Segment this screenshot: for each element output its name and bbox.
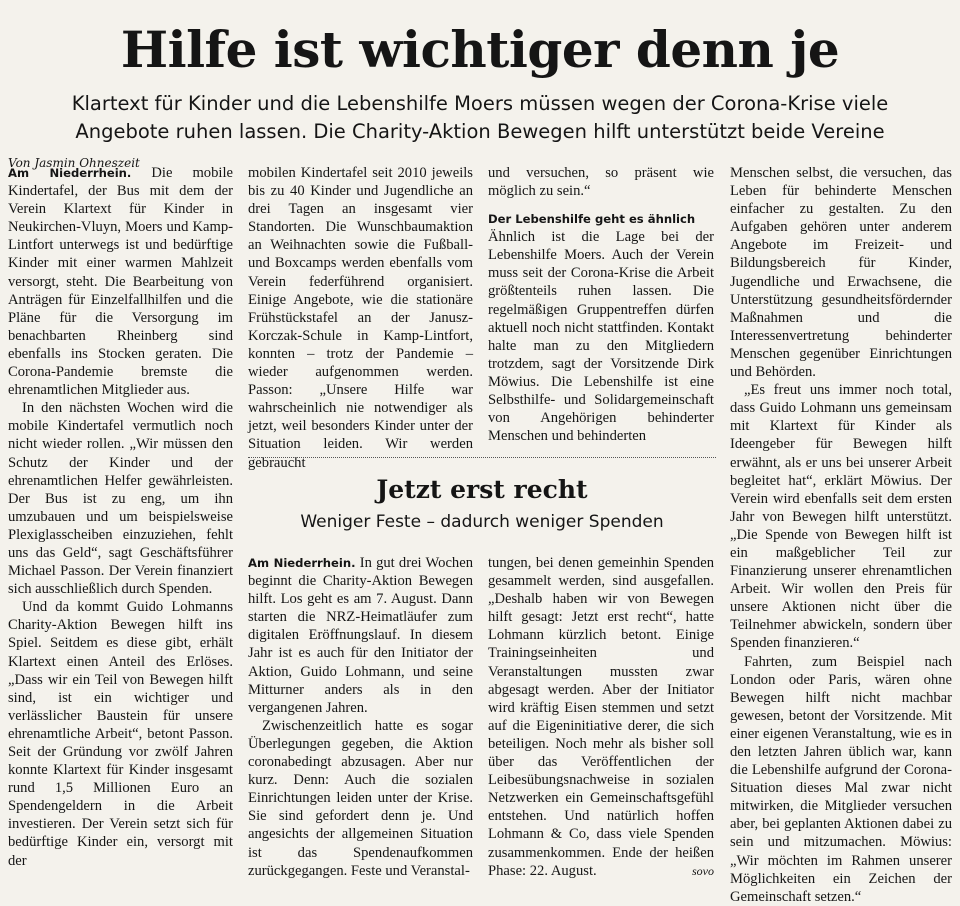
article-paragraph: Fahrten, zum Beispiel nach London oder Paris, wären ohne Bewegen hilft nicht machbar gewesen, betont der Vorsitzende. Mit einer eigenen Veranstaltung, wie es in den letzten Jahren üblich war, kann die Lebenshilfe aufgrund der Corona-Situation dieses Mal zwar nicht mitwirken, die Mitglieder versuchen aber, bei geplanten Aktionen dabei zu sein und mitzumachen. Möwius: „Wir möchten im Rahmen unserer Möglichkeiten ein Zeichen der Gemeinschaft setzen.“ [730,653,952,905]
sidebar-paragraph [488,554,714,880]
article-paragraph: Ähnlich ist die Lage bei der Lebenshilfe Moers. Auch der Verein muss seit der Corona-Krise die Arbeit größtenteils ruhen lassen. Die regelmäßigen Gruppentreffen dürfen aktuell noch nicht stattfinden. Kontakt halte man zu den Mitgliedern trotzdem, sagt der Vorsitzende Dirk Möwius. Die Lebenshilfe ist eine Selbsthilfe- und Solidargemeinschaft von Angehörigen behinderter Menschen und behinderten [488,229,714,445]
sidebar-dek: Weniger Feste – dadurch weniger Spenden [300,512,664,532]
article-column-3 [488,164,714,448]
article-paragraph: „Es freut uns immer noch total, dass Guido Lohmann uns gemeinsam mit Klartext für Kinder als Ideengeber für Bewegen hilft erwähnt, als er uns bei unserer Arbeit begleitet hat“, erklärt Möwius. Der Verein wird ebenfalls seit dem ersten Jahr von Bewegen hilft unterstützt. „Die Spende von Bewegen hilft ist ein maßgeblicher Teil zur Finanzierung unserer ehrenamtlichen Arbeit. Wir wollen den Preis für unsere Aktionen nicht über die Teilnehmer abwickeln, sondern über Spenden finanzieren.“ [730,382,952,652]
article-column-2 [248,164,473,471]
article-column-1 [8,164,233,884]
article-paragraph: In den nächsten Wochen wird die mobile Kindertafel vermutlich noch nicht wieder rollen. „Wir müssen den Schutz der Kinder und der ehrenamtlichen Helfer gewährleisten. Der Bus ist zu eng, um ihn umzubauen und um beispielsweise Plexiglasscheiben einzuziehen, fehlt uns das Geld“, sagt Geschäftsführer Michael Passon. Der Verein finanziert sich ausschließlich durch Spenden. [8,400,233,598]
paragraph-text: In gut drei Wochen beginnt die Charity-Aktion Bewegen hilft. Los geht es am 7. August. Dann starten die NRZ-Heimatläufer zum digitalen Eröffnungslauf. In diesem Jahr ist es auch für den Initiator der Aktion, Guido Lohmann, und seine Mitturner anders als in den vergangenen Jahren. [248,555,473,716]
article-paragraph: Und da kommt Guido Lohmanns Charity-Aktion Bewegen hilft ins Spiel. Seitdem es diese gibt, erhält Klartext einen Anteil des Erlöses. „Dass wir ein Teil von Bewegen hilft sind, ist ein wichtiger und verlässlicher Baustein für unsere ehrenamtliche Arbeit“, betont Passon. Seit der Gründung vor zwölf Jahren konnte Klartext für Kinder insgesamt rund 1,5 Millionen Euro an Spendengeldern in die Arbeit investieren. Der Verein setzt sich für bedürftige Kinder ein, versorgt mit der [8,599,233,869]
dateline-kicker: Am Niederrhein. [8,166,132,180]
paragraph-text: tungen, bei denen gemeinhin Spenden gesammelt werden, sind ausgefallen. „Deshalb haben wir von Bewegen hilft gesagt: Jetzt erst recht“, hatte Lohmann kürzlich betont. Einige Trainingseinheiten und Veranstaltungen mussten zwar abgesagt werden. Aber der Initiator wird kräftig Eisen stemmen und setzt auf die Eigeninitiative derer, die sich beteiligen. Noch mehr als bisher soll über das Veröffentlichen der Leibesübungsnachweise in sozialen Netzwerken ein Gemeinschaftsgefühl entstehen. Und natürlich hoffen Lohmann & Co, dass viele Spenden zusammenkommen. Ende der heißen Phase: 22. August. [488,555,714,879]
sidebar-title: Jetzt erst recht [376,475,588,504]
article-paragraph [8,164,233,399]
sidebar-column-1 [248,554,473,884]
sidebar-paragraph [248,554,473,717]
article-paragraph: mobilen Kindertafel seit 2010 jeweils bis zu 40 Kinder und Jugendliche an drei Tagen an insgesamt vier Standorten. Die Wunschbaumaktion an Weihnachten sowie die Fußball- und Boxcamps werden ebenfalls vom Verein federführend organisiert. Einige Angebote, wie die stationäre Frühstückstafel an der Janusz-Korczak-Schule in Kamp-Lintfort, konnten – trotz der Pandemie – wieder aufgenommen werden. Passon: „Unsere Hilfe war wahrscheinlich nie notwendiger als jetzt, weil besonders Kinder unter der Situation leiden. Wir werden gebraucht [248,165,473,471]
article-dek [20,90,940,146]
author-signature: sovo [692,863,714,878]
section-divider [248,457,716,458]
sidebar-paragraph: Zwischenzeitlich hatte es sogar Überlegungen gegeben, die Aktion coronabedingt abzusagen. Aber nur kurz. Denn: Auch die sozialen Einrichtungen leiden unter der Krise. Sie sind gefordert denn je. Und angesichts der allgemeinen Situation ist das Spendenaufkommen zurückgegangen. Feste und Veranstal- [248,717,473,879]
sidebar-column-2 [488,554,714,884]
dek-line-1: Klartext für Kinder und die Lebenshilfe Moers müssen wegen der Corona-Krise viele [71,92,889,115]
article-paragraph: Menschen selbst, die versuchen, das Leben für behinderte Menschen einfacher zu gestalten. Zu den Aufgaben gehören unter anderem Angebote im Freizeit- und Bildungsbereich für Kinder, Jugendliche und Erwachsene, die Unterstützung gesundheitsfördernder Maßnahmen und die Interessenvertretung behinderter Menschen gegenüber Einrichtungen und Behörden. [730,165,952,381]
byline: Von Jasmin Ohneszeit [8,156,140,170]
article-column-4 [730,164,952,905]
subheading: Der Lebenshilfe geht es ähnlich [488,212,696,227]
article-paragraph: und versuchen, so präsent wie möglich zu sein.“ [488,165,714,200]
headline: Hilfe ist wichtiger denn je [120,20,840,79]
paragraph-text: Die mobile Kindertafel, der Bus mit dem der Verein Klartext für Kinder in Neukirchen-Vluyn, Moers und Kamp-Lintfort unterwegs ist und bedürftige Kinder mit einer warmen Mahlzeit versorgt, steht. Die Bearbeitung von Anträgen für Einzelfallhilfen und die Pläne für die Versorgung im benachbarten Rheinberg sind ebenfalls ins Stocken geraten. Die Corona-Pandemie bremste die ehrenamtlichen Mitglieder aus. [8,165,233,399]
dek-line-2: Angebote ruhen lassen. Die Charity-Aktion Bewegen hilft unterstützt beide Vereine [75,120,885,143]
dateline-kicker: Am Niederrhein. [248,556,356,570]
